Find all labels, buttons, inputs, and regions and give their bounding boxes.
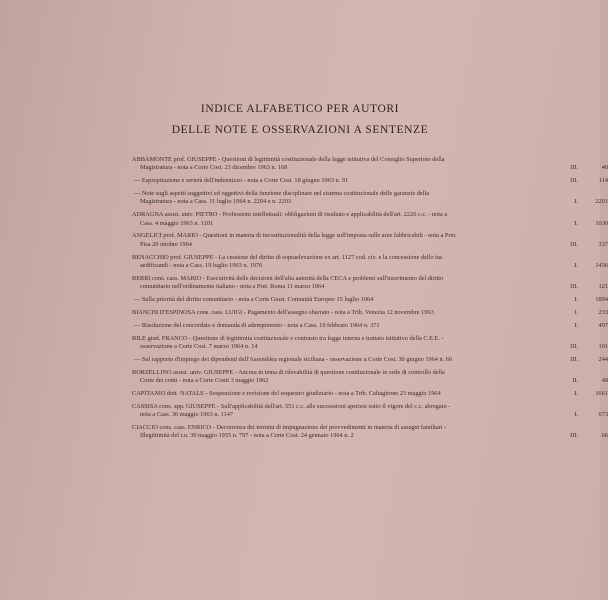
index-entry bbox=[132, 232, 608, 249]
entry-page: 337 bbox=[598, 240, 608, 248]
entry-reference bbox=[468, 411, 608, 419]
entry-page: 1661 bbox=[595, 389, 608, 397]
index-entry bbox=[132, 321, 608, 330]
entry-volume: I. bbox=[574, 308, 578, 316]
entry-text: ADRAGNA assist. univ. PIETRO - Professioni intellettuali: obbligazioni di risultato e applicabilità dell'art. 2226 c.c. - nota a Cass. 4 maggio 1963 n. 1101 bbox=[132, 211, 448, 227]
entry-volume: III. bbox=[570, 432, 578, 440]
entry-text: — Sul rapporto d'impiego dei dipendenti dell'Assemblea regionale siciliana - osservazione a Corte Cost. 30 giugno 1964 n. 66 bbox=[134, 355, 453, 363]
entry-text: — Espropriazione e serietà dell'indennizzo - nota a Corte Cost. 18 giugno 1963 n. 91 bbox=[134, 177, 349, 185]
entry-volume: I. bbox=[574, 411, 578, 419]
entry-page: 1030 bbox=[595, 219, 608, 227]
entry-page: 233 bbox=[598, 308, 608, 316]
entry-text: ANGELICI prof. MARIO - Questioni in materia di incostituzionalità della legge sull'imposta sulle aree fabbricabili - nota a Pret. Pisa 20 ottobre 1964 bbox=[132, 232, 457, 248]
entry-page: 48 bbox=[601, 377, 608, 385]
entry-page: 121 bbox=[598, 283, 608, 291]
index-entry bbox=[132, 402, 608, 420]
entry-reference bbox=[468, 356, 608, 364]
index-entry bbox=[132, 424, 608, 441]
entry-page: 2201 bbox=[595, 198, 608, 206]
entry-volume: III. bbox=[570, 342, 578, 350]
entry-reference bbox=[468, 177, 608, 185]
entry-text: BENACCHIO prof. GIUSEPPE - La cessione del diritto di sopraelevazione ex art. 1127 cod. civ. e la concessione dello ius aedificandi - nota a Cass. 19 luglio 1963 n. 1976 bbox=[132, 253, 443, 269]
entry-page: 101 bbox=[598, 342, 608, 350]
index-entry bbox=[132, 156, 608, 173]
entry-text: — Risoluzione del concordato e domanda di adempimento - nota a Cass. 19 febbraio 1964 n. 371 bbox=[134, 321, 380, 329]
index-entry bbox=[132, 274, 608, 292]
index-entry bbox=[132, 190, 608, 207]
entry-reference bbox=[468, 343, 608, 351]
entry-page: 673 bbox=[598, 411, 608, 419]
entry-volume: I. bbox=[574, 198, 578, 206]
entry-page: 66 bbox=[601, 432, 608, 440]
entry-text: — Sulla priorità del diritto comunitario - nota a Corte Giust. Comunità Europee 15 luglio 1964 bbox=[134, 296, 374, 304]
entry-text: BIANCHI D'ESPINOSA cons. cass. LUIGI - Pagamento dell'assegno sbarrato - nota a Trib. Venezia 12 novembre 1963 bbox=[132, 308, 434, 316]
entry-volume: II. bbox=[572, 377, 578, 385]
entry-text: BERRI cons. cass. MARIO - Esecutività delle decisioni dell'alta autorità della CECA e problemi sull'inserimento del diritto comunitario nell'ordinamento italiano - nota a Pret. Roma 11 marzo 1964 bbox=[132, 274, 444, 291]
entry-volume: III. bbox=[570, 177, 578, 185]
entry-reference bbox=[468, 262, 608, 270]
entry-volume: I. bbox=[574, 296, 578, 304]
entry-volume: I. bbox=[574, 389, 578, 397]
entry-volume: III. bbox=[570, 240, 578, 248]
entry-page: 1456 bbox=[595, 261, 608, 269]
entry-reference bbox=[468, 377, 608, 385]
entry-volume: III. bbox=[570, 283, 578, 291]
entry-reference bbox=[468, 198, 608, 206]
index-entries bbox=[132, 156, 608, 445]
index-subtitle: DELLE NOTE E OSSERVAZIONI A SENTENZE bbox=[171, 124, 429, 136]
entry-text: CASSISA cons. app. GIUSEPPE - Sull'applicabilità dell'art. 551 c.c. alle successioni apertesi sotto il vigore del c.c. abrogato - nota a Cass. 30 maggio 1963 n. 1147 bbox=[132, 402, 451, 419]
index-entry bbox=[132, 355, 608, 364]
entry-volume: I. bbox=[574, 261, 578, 269]
entry-reference bbox=[468, 220, 608, 228]
index-entry bbox=[132, 368, 608, 386]
entry-text: BORZELLINO assist. univ. GIUSEPPE - Ancora in tema di rilevabilità di questione costituzionale in sede di controllo della Corte dei conti - nota a Corte Conti 3 maggio 1962 bbox=[132, 368, 445, 385]
entry-reference bbox=[468, 432, 608, 440]
entry-volume: III. bbox=[570, 164, 578, 172]
index-entry bbox=[132, 308, 608, 317]
entry-text: ABBAMONTE prof. GIUSEPPE - Questioni di legittimità costituzionale della legge istitutiva del Consiglio Superiore della Magistratura - nota a Corte Cost. 23 dicembre 1963 n. 168 bbox=[132, 156, 445, 172]
entry-text: — Note sugli aspetti soggettivi ed oggettivi della funzione disciplinare nel sistema costituzionale delle garanzie della Magistratura - nota a Cass. 11 luglio 1964 n. 2204 e n. 2203 bbox=[134, 190, 429, 206]
entry-reference bbox=[468, 296, 608, 304]
entry-reference bbox=[468, 241, 608, 249]
index-entry bbox=[132, 296, 608, 304]
entry-page: 497 bbox=[598, 321, 608, 329]
entry-page: 114 bbox=[598, 177, 608, 185]
index-title: INDICE ALFABETICO PER AUTORI bbox=[200, 103, 400, 115]
index-entry bbox=[132, 389, 608, 398]
entry-volume: I. bbox=[574, 219, 578, 227]
entry-volume: III. bbox=[570, 355, 578, 363]
index-entry bbox=[132, 177, 608, 185]
index-entry bbox=[132, 211, 608, 228]
entry-page: 1894 bbox=[595, 296, 608, 304]
entry-reference bbox=[468, 390, 608, 398]
entry-page: 40 bbox=[601, 164, 608, 172]
entry-page: 244 bbox=[598, 355, 608, 363]
entry-reference bbox=[468, 283, 608, 291]
entry-volume: I. bbox=[574, 321, 578, 329]
entry-text: CAPITANIO dott. NATALE - Sospensione e revisione del sequestro giudiziario - nota a Trib. Caltagirone 23 maggio 1964 bbox=[132, 389, 441, 397]
entry-reference bbox=[468, 164, 608, 172]
index-entry bbox=[132, 334, 608, 352]
entry-reference bbox=[468, 309, 608, 317]
index-entry bbox=[132, 253, 608, 271]
entry-text: CIACCIO cons. cass. ENRICO - Decorrenza dei termini di impugnazione dei provvedimenti in materia di assegni familiari - Illegittimità del t.u. 30 maggio 1955 n. 797 - nota a Corte Cost. 24 gennaio 1964 n. 2 bbox=[132, 424, 447, 440]
entry-text: BILE giud. FRANCO - Questione di legittimità costituzionale e contrasto tra legge interna e trattato istitutivo della C.E.E. - osservazione a Corte Cost. 7 marzo 1964 n. 14 bbox=[132, 334, 444, 350]
entry-reference bbox=[468, 322, 608, 330]
